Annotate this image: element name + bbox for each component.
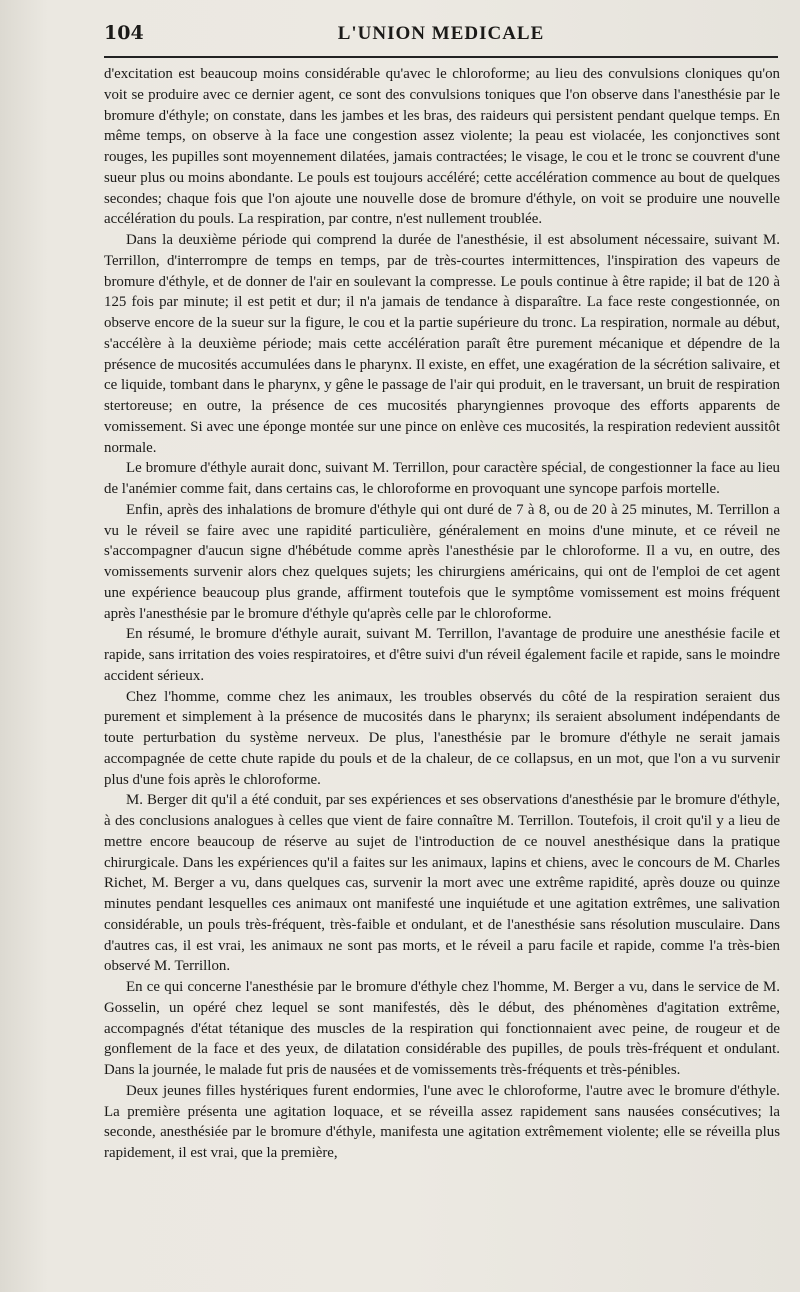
paragraph: Enfin, après des inhalations de bromure d'éthyle qui ont duré de 7 à 8, ou de 20 à 25 minutes, M. Terrillon a vu le réveil se faire avec une rapidité particulière, généralement en moins d'une minute, et ce réveil ne s'accompagner d'aucun signe d'hébétude comme après l'anesthésie par le chloroforme. Il a vu, en outre, des vomissements survenir alors chez quelques sujets; les chirurgiens américains, qui ont de l'emploi de cet agent une expérience beaucoup plus grande, affirment toutefois que le symptôme vomissement est moins fréquent après l'anesthésie par le bromure d'éthyle qu'après celle par le chloroforme. (104, 501, 780, 622)
page-number: 104 (104, 22, 144, 44)
article-body (104, 64, 780, 1164)
paragraph: Le bromure d'éthyle aurait donc, suivant M. Terrillon, pour caractère spécial, de congestionner la face au lieu de l'anémier comme fait, dans certains cas, le chloroforme en provoquant une syncope parfois mortelle. (104, 460, 780, 497)
paragraph: M. Berger dit qu'il a été conduit, par ses expériences et ses observations d'anesthésie par le bromure d'éthyle, à des conclusions analogues à celles que vient de faire connaître M. Terrillon. Toutefois, il croit qu'il y a lieu de mettre encore beaucoup de réserve au sujet de l'introduction de ce nouvel anesthésique dans la pratique chirurgicale. Dans les expériences qu'il a faites sur les animaux, lapins et chiens, avec le concours de M. Charles Richet, M. Berger a vu, dans quelques cas, survenir la mort avec une extrême rapidité, après douze ou quinze minutes pendant lesquelles ces animaux ont manifesté une inquiétude et une agitation extrêmes, une salivation considérable, un pouls très-fréquent, très-faible et ondulant, et de l'anesthésie sans résolution musculaire. Dans d'autres cas, il est vrai, les animaux ne sont pas morts, et le réveil a paru facile et rapide, comme l'a très-bien observé M. Terrillon. (104, 792, 780, 975)
paragraph: Dans la deuxième période qui comprend la durée de l'anesthésie, il est absolument nécessaire, suivant M. Terrillon, d'interrompre de temps en temps, par de très-courtes intermittences, l'inspiration des vapeurs de bromure d'éthyle, et de donner de l'air en soulevant la compresse. Le pouls continue à être rapide; il bat de 120 à 125 fois par minute; il est petit et dur; il n'a jamais de tendance à disparaître. La face reste congestionnée, on observe encore de la sueur sur la figure, le cou et la partie supérieure du tronc. La respiration, normale au début, s'accélère à la deuxième période; mais cette accélération paraît être purement mécanique et dépendre de la présence de mucosités accumulées dans le pharynx. Il existe, en effet, une exagération de la sécrétion salivaire, et ce liquide, tombant dans le pharynx, y gêne le passage de l'air qui produit, en le traversant, un bruit de respiration stertoreuse; en outre, la présence de ces mucosités pharyngiennes provoque des efforts apparents de vomissement. Si avec une éponge montée sur une pince on enlève ces mucosités, la respiration redevient aussitôt normale. (104, 232, 780, 456)
paragraph: d'excitation est beaucoup moins considérable qu'avec le chloroforme; au lieu des convulsions cloniques qu'on voit se produire avec ce dernier agent, ce sont des convulsions toniques que l'on observe dans l'anesthésie par le bromure d'éthyle; on constate, dans les jambes et les bras, des raideurs qui persistent pendant quelque temps. En même temps, on observe à la face une congestion assez violente; la peau est violacée, les conjonctives sont rouges, les pupilles sont moyennement dilatées, jamais contractées; le visage, le cou et le tronc se couvrent d'une sueur plus ou moins abondante. Le pouls est toujours accéléré; cette accélération commence au bout de quelques secondes; chaque fois que l'on ajoute une nouvelle dose de bromure d'éthyle, on voit se produire une nouvelle accélération du pouls. La respiration, par contre, n'est nullement troublée. (104, 66, 780, 228)
running-head (104, 22, 778, 52)
paragraph: Deux jeunes filles hystériques furent endormies, l'une avec le chloroforme, l'autre avec le bromure d'éthyle. La première présenta une agitation loquace, et se réveilla assez rapidement sans nausées consécutives; la seconde, anesthésiée par le bromure d'éthyle, manifesta une agitation extrêmement violente; elle se réveilla plus rapidement, il est vrai, que la première, (104, 1082, 780, 1161)
journal-title: L'UNION MEDICALE (337, 23, 545, 44)
paragraph: Chez l'homme, comme chez les animaux, les troubles observés du côté de la respiration seraient dus purement et simplement à la présence de mucosités dans le pharynx; ils seraient absolument indépendants de toute perturbation du système nerveux. De plus, l'anesthésie par le bromure d'éthyle ne serait jamais accompagnée de cette chute rapide du pouls et de la chaleur, de ce collapsus, en un mot, que l'on a vu survenir plus d'une fois après le chloroforme. (104, 688, 780, 788)
paragraph: En ce qui concerne l'anesthésie par le bromure d'éthyle chez l'homme, M. Berger a vu, dans le service de M. Gosselin, un opéré chez lequel se sont manifestés, dès le début, des phénomènes d'agitation extrême, accompagnés d'état tétanique des muscles de la respiration qui fonctionnaient avec peine, de rougeur et de gonflement de la face et des yeux, de dilatation considérable des pupilles, de pouls très-fréquent et ondulant. Dans la journée, le malade fut pris de nausées et de vomissements très-fréquents et très-pénibles. (104, 979, 780, 1078)
paragraph: En résumé, le bromure d'éthyle aurait, suivant M. Terrillon, l'avantage de produire une anesthésie facile et rapide, sans irritation des voies respiratoires, et d'être suivi d'un réveil également facile et rapide, sans le moindre accident sérieux. (104, 626, 780, 684)
header-rule (104, 56, 778, 58)
